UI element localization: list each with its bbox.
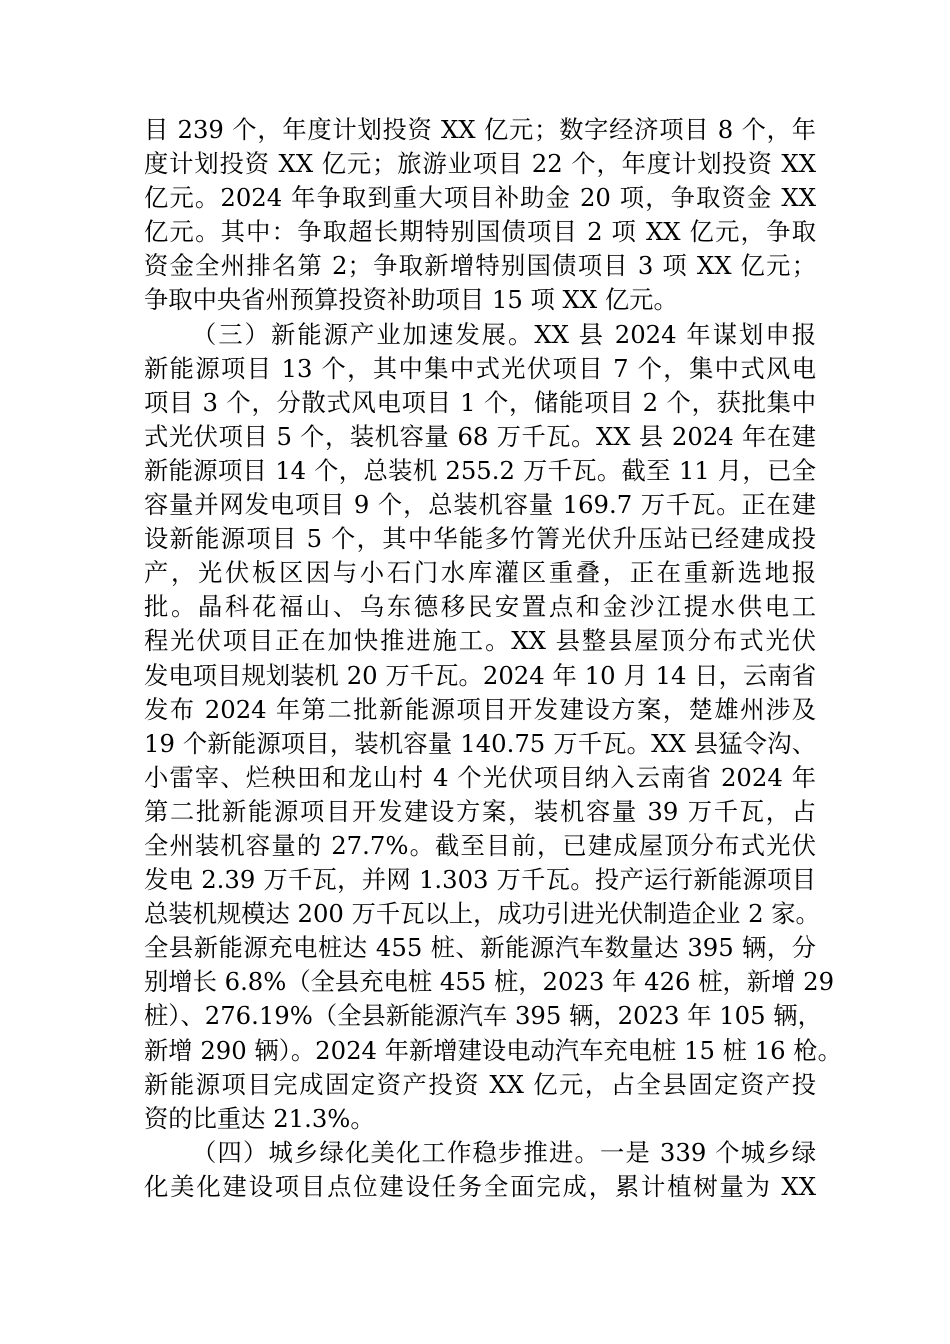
paragraph-greening: [144, 1136, 816, 1204]
text-line: 桩）、276.19%（全县新能源汽车 395 辆，2023 年 105 辆，: [144, 1001, 822, 1031]
text-line: 亿元。2024 年争取到重大项目补助金 20 项，争取资金 XX: [144, 183, 816, 213]
text-line: 目 239 个，年度计划投资 XX 亿元；数字经济项目 8 个，年: [144, 115, 816, 144]
text-line: 别增长 6.8%（全县充电桩 455 桩，2023 年 426 桩，新增 29: [144, 967, 835, 997]
text-line: 化美化建设项目点位建设任务全面完成，累计植树量为 XX: [144, 1171, 816, 1201]
section-heading-line: （四）城乡绿化美化工作稳步推进。一是 339 个城乡绿: [192, 1137, 816, 1167]
text-line: 新能源项目完成固定资产投资 XX 亿元，占全县固定资产投: [144, 1069, 816, 1099]
text-line: 项目 3 个，分散式风电项目 1 个，储能项目 2 个，获批集中: [144, 387, 816, 417]
text-line: 新能源项目 14 个，总装机 255.2 万千瓦。截至 11 月，已全: [144, 455, 816, 485]
text-line: 小雷宰、烂秧田和龙山村 4 个光伏项目纳入云南省 2024 年: [144, 762, 816, 792]
text-line: 19 个新能源项目，装机容量 140.75 万千瓦。XX 县猛令沟、: [144, 728, 816, 758]
text-line: 容量并网发电项目 9 个，总装机容量 169.7 万千瓦。正在建: [144, 490, 816, 520]
text-line: 全县新能源充电桩达 455 桩、新能源汽车数量达 395 辆，分: [144, 933, 816, 963]
paragraph-new-energy: [144, 318, 842, 1136]
text-line: 全州装机容量的 27.7%。截至目前，已建成屋顶分布式光伏: [144, 830, 816, 860]
text-line: 新能源项目 13 个，其中集中式光伏项目 7 个，集中式风电: [144, 353, 816, 383]
text-line: 产，光伏板区因与小石门水库灌区重叠，正在重新选地报: [144, 558, 816, 588]
section-heading-line: （三）新能源产业加速发展。XX 县 2024 年谋划申报: [192, 319, 816, 349]
text-line: 发电项目规划装机 20 万千瓦。2024 年 10 月 14 日，云南省: [144, 660, 816, 690]
text-line: 亿元。其中：争取超长期特别国债项目 2 项 XX 亿元，争取: [144, 217, 816, 247]
text-line: 新增 290 辆）。2024 年新增建设电动汽车充电桩 15 桩 16 枪。: [144, 1035, 842, 1065]
text-line: 发布 2024 年第二批新能源项目开发建设方案，楚雄州涉及: [144, 694, 816, 724]
text-line: 发电 2.39 万千瓦，并网 1.303 万千瓦。投产运行新能源项目: [144, 865, 816, 895]
text-line: 批。晶科花福山、乌东德移民安置点和金沙江提水供电工: [144, 592, 816, 622]
text-line: 式光伏项目 5 个，装机容量 68 万千瓦。XX 县 2024 年在建: [144, 421, 816, 451]
text-line: 设新能源项目 5 个，其中华能多竹箐光伏升压站已经建成投: [144, 524, 816, 554]
paragraph-investment-summary: [144, 113, 816, 318]
text-line: 资的比重达 21.3%。: [144, 1103, 375, 1133]
text-line: 争取中央省州预算投资补助项目 15 项 XX 亿元。: [144, 285, 678, 315]
document-body: [144, 113, 842, 1204]
text-line: 第二批新能源项目开发建设方案，装机容量 39 万千瓦，占: [144, 796, 816, 826]
text-line: 总装机规模达 200 万千瓦以上，成功引进光伏制造企业 2 家。: [144, 899, 820, 929]
text-line: 资金全州排名第 2；争取新增特别国债项目 3 项 XX 亿元；: [144, 251, 816, 281]
text-line: 度计划投资 XX 亿元；旅游业项目 22 个，年度计划投资 XX: [144, 149, 816, 179]
text-line: 程光伏项目正在加快推进施工。XX 县整县屋顶分布式光伏: [144, 626, 816, 656]
